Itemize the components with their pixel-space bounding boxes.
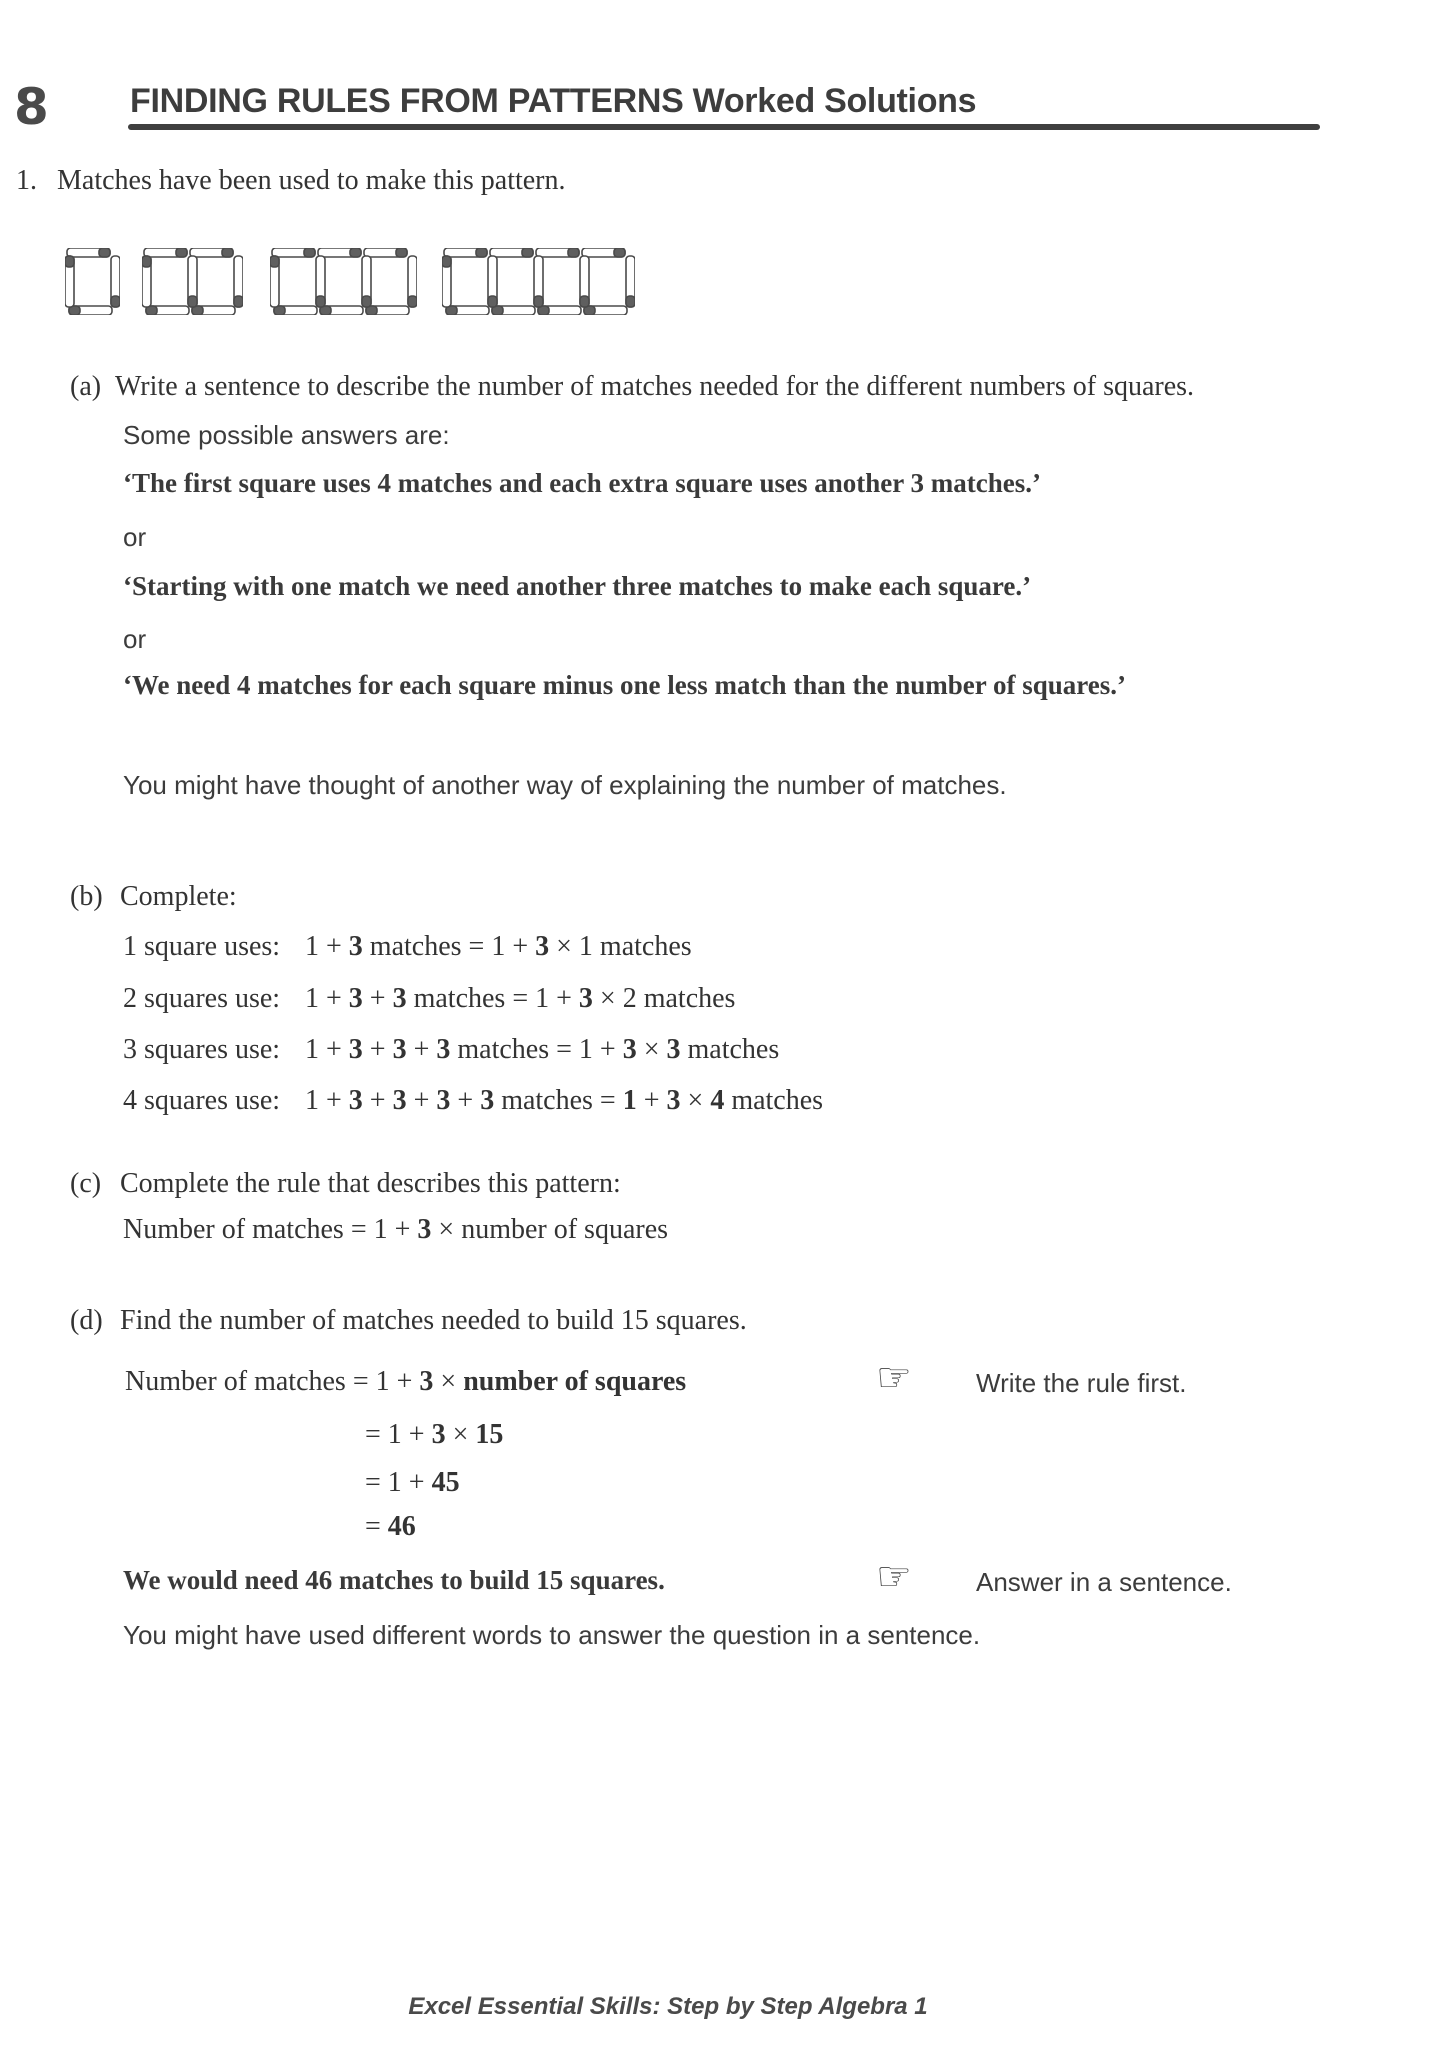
equation-row-3	[123, 1034, 779, 1066]
part-d-rule: Number of matches = 1 + 3 × number of squares	[125, 1366, 687, 1397]
part-b-heading	[70, 881, 237, 913]
margin-note-write-rule: Write the rule first.	[976, 1368, 1187, 1398]
work-step-3: = 46	[365, 1511, 416, 1542]
row-label: 4 squares use:	[123, 1085, 281, 1116]
part-d-prompt: Find the number of matches needed to build 15 squares.	[120, 1305, 747, 1336]
part-d-heading	[70, 1305, 747, 1337]
page-number: 8	[14, 78, 49, 136]
match-figure-2	[142, 248, 243, 320]
or-separator-2: or	[123, 624, 147, 654]
footer-title: Excel Essential Skills: Step by Step Algebra 1	[408, 1993, 928, 2020]
manicule-icon: ☞	[876, 1554, 912, 1600]
part-c-rule: Number of matches = 1 + 3 × number of squares	[123, 1214, 669, 1245]
manicule-icon: ☞	[876, 1355, 912, 1401]
question-intro-text: Matches have been used to make this pattern.	[57, 165, 566, 196]
part-d-label: (d)	[70, 1305, 103, 1336]
row-label: 2 squares use:	[123, 983, 281, 1014]
part-b-prompt: Complete:	[120, 881, 237, 912]
match-figure-3	[270, 248, 417, 320]
row-equation: 1 + 3 matches = 1 + 3 × 1 matches	[305, 931, 692, 962]
part-a-lead-in: Some possible answers are:	[123, 420, 450, 450]
part-a-answer-2: ‘Starting with one match we need another three matches to make each square.’	[123, 571, 1032, 601]
work-step-2: = 1 + 45	[365, 1467, 460, 1498]
part-a-answer-3: ‘We need 4 matches for each square minus one less match than the number of squares.’	[123, 670, 1127, 700]
row-equation: 1 + 3 + 3 + 3 matches = 1 + 3 × 3 matches	[305, 1034, 780, 1065]
part-a-label: (a)	[70, 371, 102, 402]
question-intro	[16, 165, 566, 197]
match-figure-4	[442, 248, 635, 320]
work-step-1: = 1 + 3 × 15	[365, 1419, 504, 1450]
equation-row-1	[123, 931, 692, 963]
question-number: 1.	[16, 165, 37, 196]
or-separator-1: or	[123, 522, 147, 552]
page-title: FINDING RULES FROM PATTERNS Worked Solutions	[130, 82, 977, 120]
part-a-heading	[70, 371, 1194, 403]
conclusion-sentence: We would need 46 matches to build 15 squares.	[123, 1565, 665, 1595]
equation-row-2	[123, 983, 735, 1015]
part-c-heading	[70, 1168, 621, 1200]
row-equation: 1 + 3 + 3 matches = 1 + 3 × 2 matches	[305, 983, 736, 1014]
part-a-note: You might have thought of another way of explaining the number of matches.	[123, 770, 1007, 800]
margin-note-answer-sentence: Answer in a sentence.	[976, 1567, 1232, 1597]
part-a-answer-1: ‘The first square uses 4 matches and each extra square uses another 3 matches.’	[123, 468, 1041, 498]
row-equation: 1 + 3 + 3 + 3 + 3 matches = 1 + 3 × 4 matches	[305, 1085, 824, 1116]
equation-row-4	[123, 1085, 823, 1117]
part-c-prompt: Complete the rule that describes this pattern:	[120, 1168, 621, 1199]
row-label: 1 square uses:	[123, 931, 281, 962]
title-underline	[128, 124, 1320, 130]
match-figure-1	[65, 248, 120, 320]
row-label: 3 squares use:	[123, 1034, 281, 1065]
part-b-label: (b)	[70, 881, 103, 912]
part-d-note: You might have used different words to answer the question in a sentence.	[123, 1620, 981, 1650]
part-c-label: (c)	[70, 1168, 102, 1199]
part-a-prompt: Write a sentence to describe the number of matches needed for the different numbers of squares.	[115, 371, 1195, 402]
